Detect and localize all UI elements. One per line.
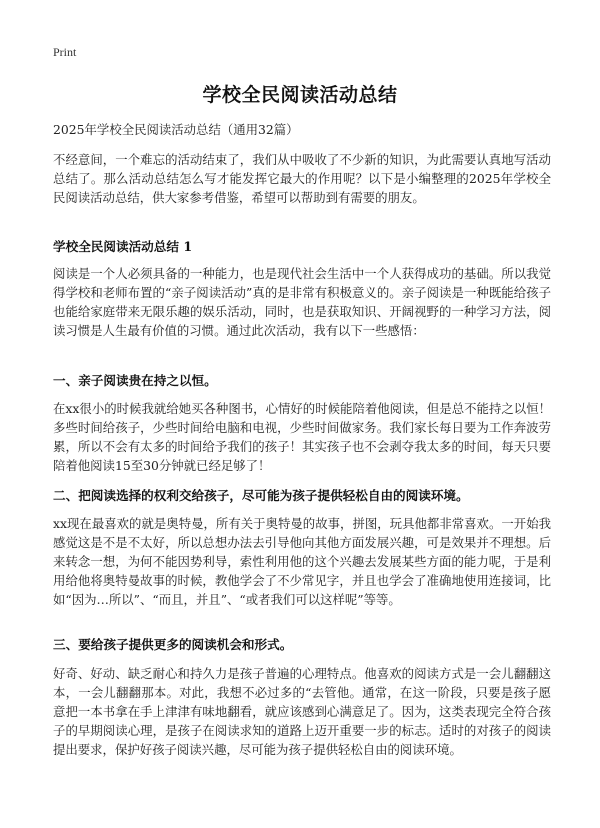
document-subtitle: 2025年学校全民阅读活动总结（通用32篇）	[53, 122, 299, 137]
intro-paragraph: 不经意间，一个难忘的活动结束了，我们从中吸收了不少新的知识，为此需要认真地写活动总结了。那么活动总结怎么写才能发挥它最大的作用呢？以下是小编整理的2025年学校全民阅读活动总结，供大家参考借鉴，希望可以帮助到有需要的朋友。	[53, 152, 551, 205]
heading-3: 三、要给孩子提供更多的阅读机会和形式。	[53, 637, 293, 652]
print-label[interactable]: Print	[53, 45, 77, 59]
paragraph-1: 阅读是一个人必须具备的一种能力，也是现代社会生活中一个人获得成功的基础。所以我觉得学校和老师布置的“亲子阅读活动”真的是非常有积极意义的。亲子阅读是一种既能给孩子也能给家庭带来无限乐趣的娱乐活动，同时，也是获取知识、开阔视野的一种学习方法，阅读习惯是人生最有价值的习惯。通过此次活动，我有以下一些感悟：	[53, 266, 551, 338]
paragraph-3: xx现在最喜欢的就是奥特曼，所有关于奥特曼的故事，拼图，玩具他都非常喜欢。一开始我感觉这是不是不太好，所以总想办法去引导他向其他方面发展兴趣，可是效果并不理想。后来转念一想，为何不能因势利导，索性利用他的这个兴趣去发展某些方面的能力呢，于是利用给他将奥特曼故事的时候，教他学会了不少常见字，并且也学会了准确地使用连接词，比如“因为…所以”、“而且，并且”、“或者我们可以这样呢”等等。	[53, 516, 551, 607]
heading-2: 二、把阅读选择的权利交给孩子，尽可能为孩子提供轻松自由的阅读环境。	[53, 488, 469, 503]
paragraph-4: 好奇、好动、缺乏耐心和持久力是孩子普遍的心理特点。他喜欢的阅读方式是一会儿翻翻这本，一会儿翻翻那本。对此，我想不必过多的“去管他。通常，在这一阶段，只要是孩子愿意把一本书拿在手上津津有味地翻看，就应该感到心满意足了。因为，这类表现完全符合孩子的早期阅读心理，是孩子在阅读求知的道路上迈开重要一步的标志。适时的对孩子的阅读提出要求，保护好孩子阅读兴趣，尽可能为孩子提供轻松自由的阅读环境。	[53, 666, 551, 757]
document-title: 学校全民阅读活动总结	[202, 84, 398, 106]
heading-1: 一、亲子阅读贵在持之以恒。	[53, 373, 217, 388]
paragraph-2: 在xx很小的时候我就给她买各种图书，心情好的时候能陪着他阅读，但是总不能持之以恒！多些时间给孩子，少些时间给电脑和电视，少些时间做家务。我们家长每日要为工作奔波劳累，所以不会有太多的时间给予我们的孩子！其实孩子也不会剥夺我太多的时间，每天只要陪着他阅读15至30分钟就已经足够了！	[53, 401, 551, 473]
section-title: 学校全民阅读活动总结 1	[53, 239, 193, 254]
